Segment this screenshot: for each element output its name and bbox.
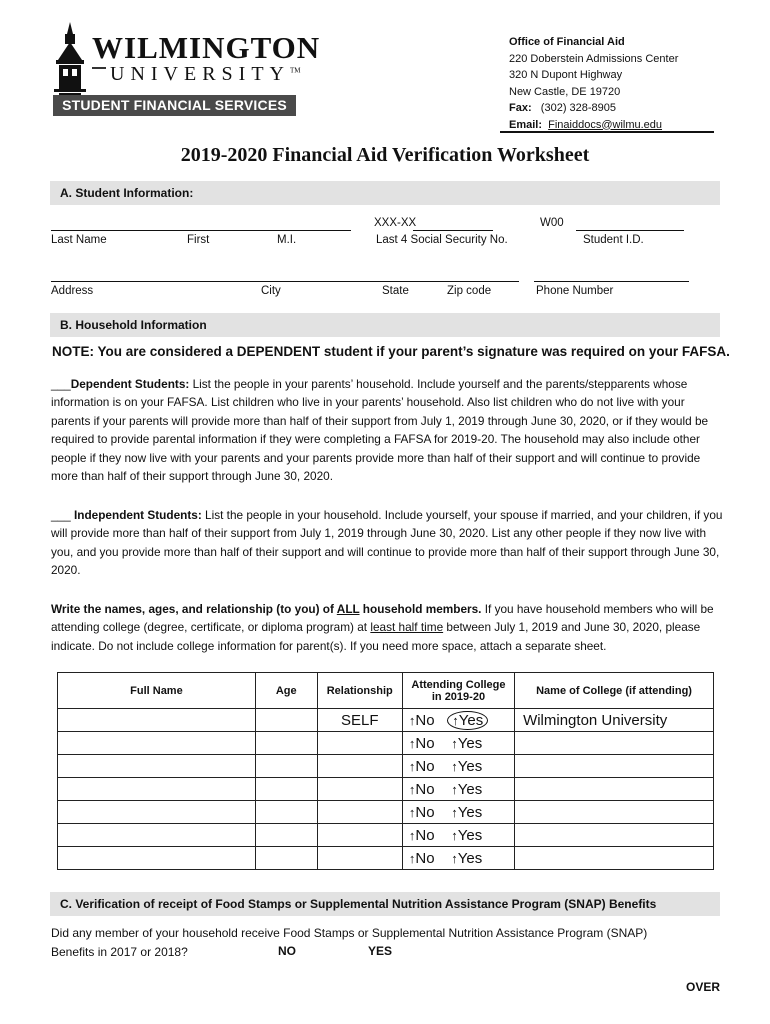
dependent-title: Dependent Students: (70, 377, 190, 391)
no-checkbox-icon[interactable]: ↑ (408, 712, 416, 728)
instructions-text-2: between July 1, 2019 and June 30, 2020, please indicate. Do not include college information for parent(s). If you need more space, attach a separate sheet. (51, 620, 701, 653)
no-label: No (415, 803, 435, 821)
cell-attending-college (402, 709, 514, 732)
cell-age[interactable] (255, 709, 317, 732)
header-rule (500, 131, 714, 133)
office-line-3: New Castle, DE 19720 (509, 85, 621, 98)
table-row (58, 778, 714, 801)
no-checkbox-icon[interactable]: ↑ (408, 735, 416, 751)
over-indicator: OVER (686, 980, 721, 994)
table-row (58, 732, 714, 755)
cell-attending-college (402, 732, 514, 755)
yes-label: Yes (457, 757, 483, 775)
independent-checkbox-blank[interactable]: ___ (51, 508, 71, 522)
yes-checkbox-icon[interactable]: ↑ (451, 827, 458, 843)
label-ssn: Last 4 Social Security No. (376, 234, 508, 246)
cell-college-name[interactable] (515, 801, 714, 824)
table-row (58, 801, 714, 824)
label-mi: M.I. (277, 234, 297, 246)
yes-label: Yes (457, 849, 483, 867)
yes-option[interactable] (451, 781, 482, 798)
yes-label: Yes (457, 734, 483, 752)
col-relationship: Relationship (317, 673, 402, 709)
yes-label: Yes (457, 826, 483, 844)
independent-text: List the people in your household. Include yourself, your spouse if married, and your children, if you will provide more than half of their support from July 1, 2019 through June 30, 2020. List any other people if they now live with you, and you provide more than half of their support and will continue to provide more than half of their support through June 30, 2020. (51, 508, 723, 578)
cell-college-name[interactable] (515, 755, 714, 778)
cell-attending-college (402, 824, 514, 847)
cell-age[interactable] (255, 847, 317, 870)
cell-attending-college (402, 755, 514, 778)
no-option[interactable] (409, 712, 435, 729)
section-c-header (50, 892, 720, 916)
cell-full-name[interactable] (58, 824, 256, 847)
no-checkbox-icon[interactable]: ↑ (408, 804, 416, 820)
snap-yes-option[interactable]: YES (368, 944, 393, 958)
instructions-text-1: If you have household members who will be attending college (degree, certificate, or diploma program) at (51, 602, 714, 635)
no-label: No (415, 711, 435, 729)
cell-college-name[interactable] (515, 778, 714, 801)
no-option[interactable] (409, 735, 435, 752)
yes-checkbox-icon[interactable]: ↑ (451, 804, 458, 820)
cell-age[interactable] (255, 801, 317, 824)
instructions-bold-2: household members. (359, 602, 482, 616)
label-zip: Zip code (447, 285, 492, 297)
cell-full-name[interactable] (58, 709, 256, 732)
no-option[interactable] (409, 758, 435, 775)
cell-relationship[interactable] (317, 755, 402, 778)
ssn-prefix: XXX-XX (374, 217, 417, 229)
cell-full-name[interactable] (58, 801, 256, 824)
yes-option[interactable] (451, 758, 482, 775)
no-label: No (415, 757, 435, 775)
cell-relationship[interactable] (317, 778, 402, 801)
household-table (57, 672, 714, 870)
cell-age[interactable] (255, 755, 317, 778)
no-checkbox-icon[interactable]: ↑ (408, 850, 416, 866)
no-option[interactable] (409, 804, 435, 821)
cell-relationship[interactable] (317, 847, 402, 870)
office-name: Office of Financial Aid (509, 36, 625, 48)
no-option[interactable] (409, 781, 435, 798)
address-field-line[interactable] (51, 281, 519, 282)
household-table-header (58, 673, 714, 709)
label-last-name: Last Name (51, 234, 107, 246)
cell-full-name[interactable] (58, 847, 256, 870)
brand-subtitle (110, 63, 301, 86)
student-id-field-line[interactable] (576, 230, 684, 231)
cell-age[interactable] (255, 732, 317, 755)
ssn-field-line[interactable] (413, 230, 493, 231)
yes-label: Yes (457, 803, 483, 821)
dependent-text: List the people in your parents’ household. Include yourself and the parents/stepparents whose information is on your FAFSA. List children who live in your parents’ household. Also list children who do not live with your parents if your parents will provide more than half of their support from July 1, 2019 through June 30, 2020, or if they would be required to provide parental information if they were completing a FAFSA for 2019-20. The household may also include other people if they now live with your parents and your parents provide more than half of their support and will continue to provide more than half of their support through June 30, 2020. (51, 377, 709, 484)
independent-title: Independent Students: (70, 508, 202, 522)
cell-full-name[interactable] (58, 732, 256, 755)
no-label: No (415, 734, 435, 752)
section-a-header (50, 181, 720, 205)
office-line-2: 320 N Dupont Highway (509, 69, 623, 81)
no-option[interactable] (409, 850, 435, 867)
office-fax (509, 100, 678, 117)
col-full-name: Full Name (58, 673, 256, 709)
name-field-line[interactable] (51, 230, 351, 231)
yes-option[interactable] (451, 804, 482, 821)
yes-option[interactable] (447, 711, 488, 730)
no-label: No (415, 780, 435, 798)
brand-divider (92, 67, 106, 69)
dependent-paragraph (51, 375, 723, 485)
instructions-paragraph (51, 600, 723, 655)
no-option[interactable] (409, 827, 435, 844)
label-phone: Phone Number (536, 285, 614, 297)
section-c-title: C. Verification of receipt of Food Stamps or Supplemental Nutrition Assistance Program (SNAP) Benefits (60, 897, 657, 911)
fax-label: Fax: (509, 102, 532, 114)
yes-option[interactable] (451, 735, 482, 752)
email-label: Email: (509, 118, 543, 131)
cell-college-name[interactable]: Wilmington University (515, 709, 714, 732)
no-checkbox-icon[interactable]: ↑ (408, 827, 416, 843)
student-id-prefix: W00 (540, 217, 564, 229)
yes-checkbox-icon[interactable]: ↑ (451, 781, 458, 797)
yes-checkbox-icon[interactable]: ↑ (451, 735, 458, 751)
cell-attending-college (402, 847, 514, 870)
yes-checkbox-icon[interactable]: ↑ (451, 850, 458, 866)
table-row (58, 709, 714, 732)
cell-college-name[interactable] (515, 732, 714, 755)
col-college-name: Name of College (if attending) (515, 673, 714, 709)
no-checkbox-icon[interactable]: ↑ (408, 758, 416, 774)
independent-paragraph (51, 506, 723, 580)
cell-relationship[interactable]: SELF (317, 709, 402, 732)
cell-age[interactable] (255, 824, 317, 847)
cell-full-name[interactable] (58, 778, 256, 801)
no-label: No (415, 849, 435, 867)
instructions-all: ALL (336, 602, 360, 616)
yes-checkbox-icon[interactable]: ↑ (451, 758, 458, 774)
brand-title: WILMINGTON (92, 30, 321, 65)
label-city: City (261, 285, 281, 297)
instructions-bold-1: Write the names, ages, and relationship (to you) of (51, 602, 337, 616)
label-student-id: Student I.D. (583, 234, 644, 246)
cell-relationship[interactable] (317, 824, 402, 847)
cell-attending-college (402, 801, 514, 824)
cell-full-name[interactable] (58, 755, 256, 778)
cell-age[interactable] (255, 778, 317, 801)
table-row (58, 824, 714, 847)
yes-label: Yes (457, 780, 483, 798)
snap-question: Did any member of your household receive Food Stamps or Supplemental Nutrition Assistance Program (SNAP) Benefits in 2017 or 2018? (51, 926, 648, 959)
yes-option[interactable] (451, 827, 482, 844)
col-attending-college: Attending College in 2019-20 (402, 673, 514, 709)
no-checkbox-icon[interactable]: ↑ (408, 781, 416, 797)
yes-label: Yes (458, 711, 484, 729)
cell-relationship[interactable] (317, 801, 402, 824)
col-age: Age (255, 673, 317, 709)
trademark: TM (290, 66, 301, 75)
email-link[interactable]: Finaiddocs@wilmu.edu (548, 118, 663, 131)
label-first: First (187, 234, 210, 246)
cell-college-name[interactable] (515, 847, 714, 870)
department-banner: STUDENT FINANCIAL SERVICES (53, 95, 296, 116)
dependent-note: NOTE: You are considered a DEPENDENT student if your parent’s signature was required on your FAFSA. (52, 344, 730, 359)
instructions-half-time: least half time (370, 620, 444, 635)
section-b-title: B. Household Information (60, 318, 207, 332)
section-a-title: A. Student Information: (60, 186, 194, 200)
dependent-checkbox-blank[interactable]: ___ (51, 377, 71, 391)
office-address-block (509, 34, 678, 133)
label-address: Address (51, 285, 94, 297)
label-state: State (382, 285, 409, 297)
yes-checkbox-icon[interactable]: ↑ (452, 712, 459, 728)
section-b-header (50, 313, 720, 337)
snap-no-option[interactable]: NO (278, 944, 296, 958)
table-row (58, 755, 714, 778)
office-line-1: 220 Doberstein Admissions Center (509, 52, 679, 65)
no-label: No (415, 826, 435, 844)
brand-subtitle-text: UNIVERSITY (110, 63, 290, 85)
phone-field-line[interactable] (534, 281, 689, 282)
cell-college-name[interactable] (515, 824, 714, 847)
table-row (58, 847, 714, 870)
document-title: 2019-2020 Financial Aid Verification Worksheet (180, 144, 590, 166)
cell-attending-college (402, 778, 514, 801)
yes-option[interactable] (451, 850, 482, 867)
fax-number: (302) 328-8905 (540, 102, 617, 114)
cell-relationship[interactable] (317, 732, 402, 755)
